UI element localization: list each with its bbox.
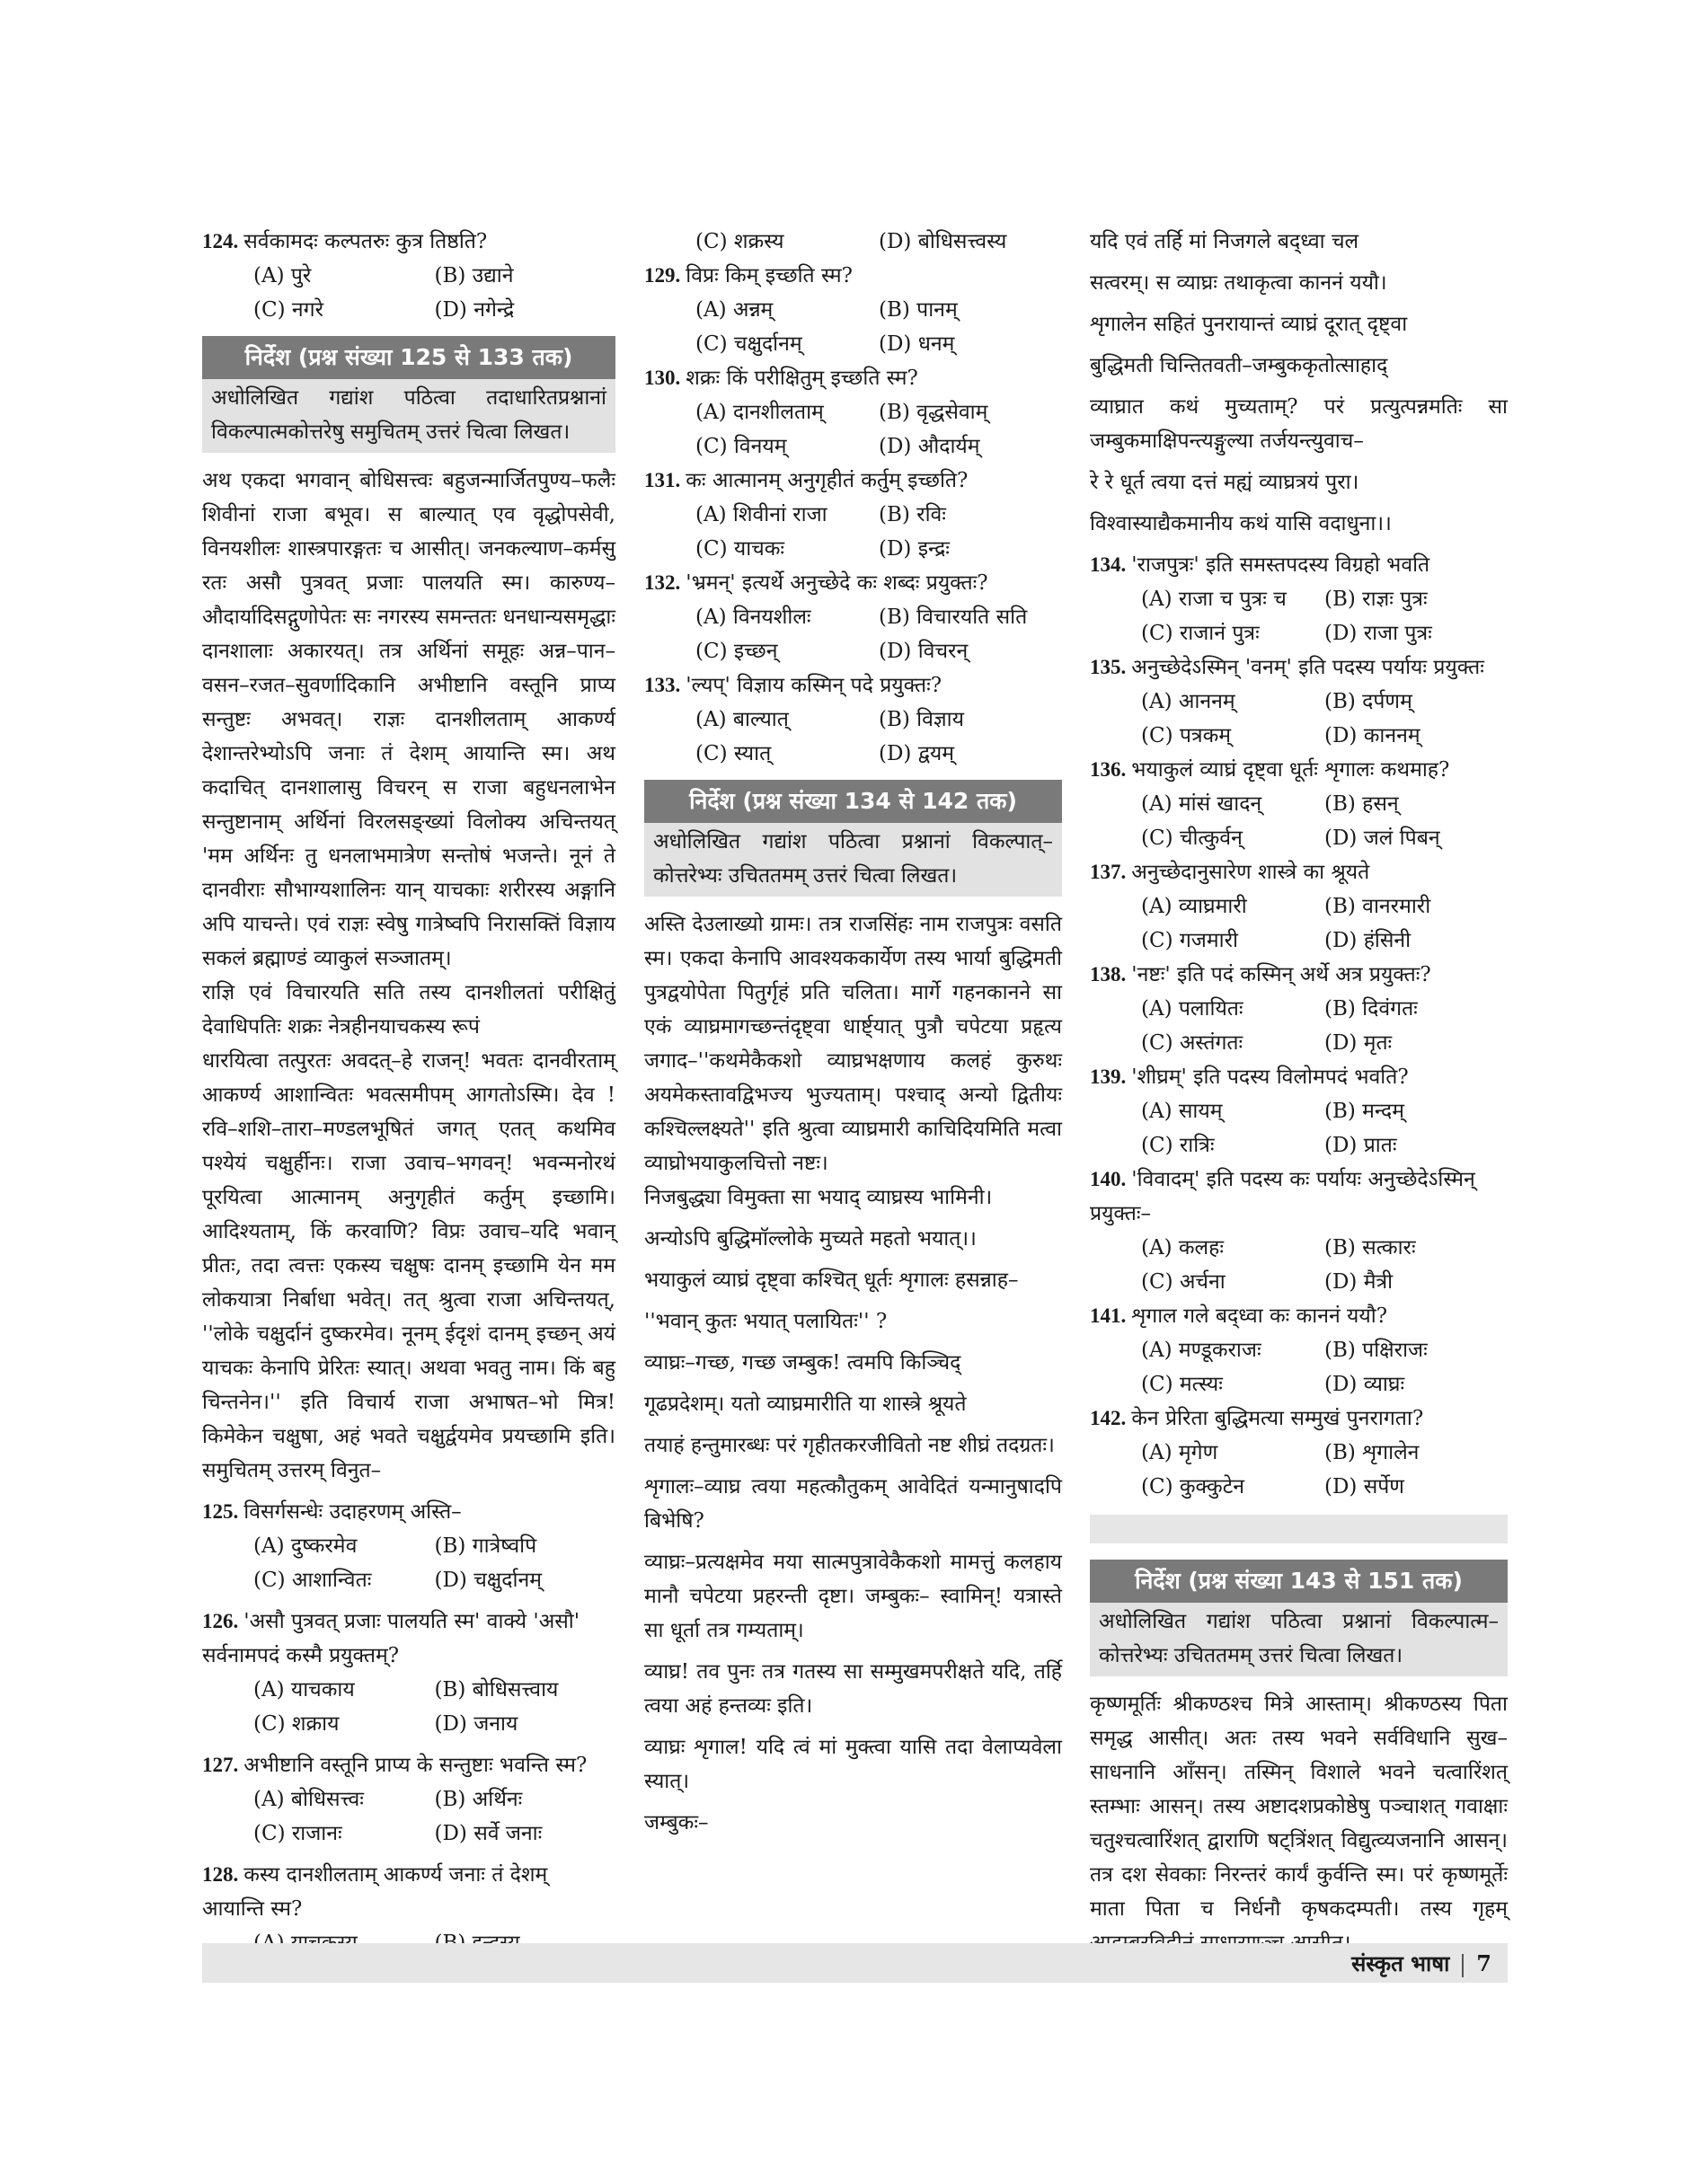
option-a: (A) बोधिसत्त्वः	[253, 1788, 364, 1811]
option-c: (C) रात्रिः	[1141, 1134, 1215, 1157]
option-c: (C) गजमारी	[1141, 929, 1238, 952]
passage-line: यदि एवं तर्हि मां निजगले बद्ध्वा चल	[1090, 230, 1359, 253]
passage-line: व्याघ्र! तव पुनः तत्र गतस्य सा सम्मुखमपरीक्षते यदि, तर्हि त्वया अहं हन्तव्यः इति।	[644, 1660, 1062, 1718]
question-136: 136. भयाकुलं व्याघ्रं दृष्ट्वा धूर्तः शृगालः कथमाह? (A) मांसं खादन् (B) हसन् (C) चीत्कुर्वन् (D) जलं पिबन्	[1090, 753, 1508, 855]
option-c: (C) राजानं पुत्रः	[1141, 622, 1260, 645]
direction-heading: निर्देश (प्रश्न संख्या 125 से 133 तक)	[202, 336, 615, 379]
option-c: (C) अर्चना	[1141, 1270, 1226, 1294]
question-130: 130. शक्रः किं परीक्षितुम् इच्छति स्म? (A) दानशीलताम् (B) वृद्धसेवाम् (C) विनयम् (D) औदार्यम्	[644, 361, 1062, 464]
question-133: 133. 'ल्यप्' विज्ञाय कस्मिन् पदे प्रयुक्तः? (A) बाल्यात् (B) विज्ञाय (C) स्यात् (D) द्वयम्	[644, 668, 1062, 771]
passage-line: भयाकुलं व्याघ्रं दृष्ट्वा कश्चित् धूर्तः शृगालः हसन्नाह–	[644, 1269, 1019, 1292]
option-b: (B) दिवंगतः	[1324, 997, 1418, 1021]
option-a: (A) याचकाय	[253, 1678, 355, 1702]
column-1	[202, 225, 615, 1960]
option-b: (B) रविः	[879, 503, 946, 526]
question-131: 131. कः आत्मानम् अनुगृहीतं कर्तुम् इच्छति? (A) शिवीनां राजा (B) रविः (C) याचकः (D) इन्द्रः	[644, 464, 1062, 566]
option-b: (B) मन्दम्	[1324, 1100, 1404, 1123]
option-a: (A) दुष्करमेव	[253, 1534, 358, 1558]
question-125: 125. विसर्गसन्धेः उदाहरणम् अस्ति– (A) दुष्करमेव (B) गात्रेष्वपि (C) आशान्वितः (D) चक्षुर्दानम्	[202, 1495, 615, 1597]
section-divider	[1090, 1515, 1508, 1543]
question-text: सर्वकामदः कल्पतरुः कुत्र तिष्ठति?	[243, 230, 488, 253]
option-a: (A) मृगेण	[1141, 1441, 1218, 1464]
question-text: विसर्गसन्धेः उदाहरणम् अस्ति–	[243, 1500, 462, 1524]
question-139: 139. 'शीघ्रम्' इति पदस्य विलोमपदं भवति? (A) सायम् (B) मन्दम् (C) रात्रिः (D) प्रातः	[1090, 1060, 1508, 1162]
passage-line: बुद्धिमती चिन्तितवती–जम्बुककृतोत्साहाद्	[1090, 354, 1388, 377]
option-a: (A) आननम्	[1141, 690, 1235, 713]
option-c: (C) इच्छन्	[695, 640, 778, 663]
option-d: (D) मृतः	[1324, 1031, 1393, 1055]
option-b: (B) पानम्	[879, 298, 958, 322]
option-d: (D) औदार्यम्	[879, 435, 980, 458]
option-b: (B) राज्ञः पुत्रः	[1324, 588, 1428, 611]
passage-line: सत्वरम्। स व्याघ्रः तथाकृत्वा काननं ययौ।	[1090, 271, 1387, 295]
passage-paragraph: कृष्णमूर्तिः श्रीकण्ठश्च मित्रे आस्ताम्। श्रीकण्ठस्य पिता समृद्ध आसीत्। अतः तस्य भवने सर्वविधानि सुख–साधनानि आँसन्। तस्मिन् विशाले भवने चत्वारिंशत् स्तम्भाः आसन्। तस्य अष्टादशप्रकोष्ठेषु पञ्चाशत् गवाक्षाः चतुश्चत्वारिंशत् द्वाराणि षट्त्रिंशत् विद्युत्व्यजनानि आसन्। तत्र दश सेवकाः निरन्तरं कार्यं कुर्वन्ति स्म। परं कृष्णमूर्तेः माता पिता च निर्धनौ कृषकदम्पती। तस्य गृहम्	[1090, 1693, 1508, 1921]
option-d: (D) मैत्री	[1324, 1270, 1394, 1294]
option-b: (B) गात्रेष्वपि	[434, 1534, 537, 1558]
option-c: (C) विनयम्	[695, 435, 787, 458]
option-c: (C) स्यात्	[695, 742, 772, 765]
question-text: 'भ्रमन्' इत्यर्थे अनुच्छेदे कः शब्दः प्रयुक्तः?	[686, 571, 988, 595]
question-text: 'विवादम्' इति पदस्य कः पर्यायः अनुच्छेदेऽस्मिन् प्रयुक्तः–	[1090, 1168, 1475, 1225]
option-d: (D) सर्वे जनाः	[434, 1822, 543, 1845]
verse-line: विश्वास्याद्यैकमानीय कथं यासि वदाधुना।।	[1090, 512, 1392, 535]
question-text: शृगाल गले बद्ध्वा कः काननं ययौ?	[1131, 1304, 1388, 1328]
option-a: (A) व्याघ्रमारी	[1141, 895, 1247, 918]
option-c: (C) याचकः	[695, 537, 785, 561]
question-140: 140. 'विवादम्' इति पदस्य कः पर्यायः अनुच्छेदेऽस्मिन् प्रयुक्तः– (A) कलहः (B) सत्कारः (C) अर्चना (D) मैत्री	[1090, 1162, 1508, 1299]
option-b: (B) सत्कारः	[1324, 1236, 1416, 1260]
option-a: (A) पलायितः	[1141, 997, 1243, 1021]
option-d: (D) चक्षुर्दानम्	[434, 1569, 542, 1592]
option-c: (C) शक्राय	[253, 1712, 340, 1736]
option-a: (A) सायम्	[1141, 1100, 1223, 1123]
question-141: 141. शृगाल गले बद्ध्वा कः काननं ययौ? (A) मण्डूकराजः (B) पक्षिराजः (C) मत्स्यः (D) व्याघ्रः	[1090, 1299, 1508, 1401]
page-footer	[202, 1943, 1508, 1983]
option-b: (B) दर्पणम्	[1324, 690, 1412, 713]
option-c: (C) चीत्कुर्वन्	[1141, 827, 1243, 850]
passage-line: ''भवान् कुतः भयात् पलायितः'' ?	[644, 1310, 888, 1333]
option-b: (B) वानरमारी	[1324, 895, 1431, 918]
option-d: (D) व्याघ्रः	[1324, 1373, 1405, 1396]
option-d: (D) हंसिनी	[1324, 929, 1412, 952]
option-d: (D) द्वयम्	[879, 742, 955, 765]
question-129: 129. विप्रः किम् इच्छति स्म? (A) अन्नम् (B) पानम् (C) चक्षुर्दानम् (D) धनम्	[644, 259, 1062, 361]
question-text: भयाकुलं व्याघ्रं दृष्ट्वा धूर्तः शृगालः कथमाह?	[1131, 758, 1450, 782]
option-a: (A) शिवीनां राजा	[695, 503, 827, 526]
option-d: (D) सर्पेण	[1324, 1475, 1404, 1498]
option-c: (C) आशान्वितः	[253, 1569, 372, 1592]
column-2	[644, 225, 1062, 1847]
direction-instruction: अधोलिखित गद्यांश पठित्वा तदाधारितप्रश्नानां विकल्पात्मकोत्तरेषु समुचितम् उत्तरं चित्वा लिखत।	[202, 379, 615, 453]
option-a: (A) अन्नम्	[695, 298, 774, 322]
option-d: (D) राजा पुत्रः	[1324, 622, 1432, 645]
option-a: (A) राजा च पुत्रः च	[1141, 588, 1287, 611]
question-text: 'राजपुत्रः' इति समस्तपदस्य विग्रहो भवति	[1131, 553, 1430, 577]
option-b: (B) शृगालेन	[1324, 1441, 1420, 1464]
passage-paragraph: अथ एकदा भगवान् बोधिसत्त्वः बहुजन्मार्जितपुण्य–फलैः शिवीनां राजा बभूव। स बाल्यात् एव वृद्धोपसेवी, विनयशीलः शास्त्रपारङ्गतः च आसीत्। जनकल्याण–कर्मसु रतः असौ पुत्रवत् प्रजाः पालयति स्म। कारुण्य–औदार्यादिसद्गुणोपेतः सः नगरस्य समन्ततः धनधान्यसमृद्धाः दानशालाः अकारयत्। तत्र अर्थिनां समूहः अन्न–पान–वसन–रजत–सुवर्णादिकानि अभीष्टानि वस्तूनि प्राप्य सन्तुष्टः अभवत्। राज्ञः दानशीलताम् आकर्ण्य देशान्तरेभ्योऽपि जनाः तं देशम् आयान्ति स्म। अथ कदाचित् दानशालासु विचरन् स राजा बहुधनलाभेन सन्तुष्टानाम् अर्थिनां विरलसङ्ख्यां विलोक्य अचिन्तयत् 'मम अर्थिनः तु धनलाभमात्रेण सन्तोषं भजन्ते। नूनं ते दानवीराः सौभाग्यशालिनः यान् याचकाः शरीरस्य अङ्गानि अपि याचन्ते। एवं राज्ञः स्वेषु गात्रेष्वपि निरासक्तिं विज्ञाय सकलं ब्रह्माण्डं व्याकुलं सञ्जातम्।	[202, 469, 615, 970]
option-c: (C) मत्स्यः	[1141, 1373, 1223, 1396]
question-126: 126. 'असौ पुत्रवत् प्रजाः पालयति स्म' वाक्ये 'असौ' सर्वनामपदं कस्मै प्रयुक्तम्? (A) याचकाय (B) बोधिसत्त्वाय (C) शक्राय (D) जनाय	[202, 1604, 615, 1741]
option-d: (D) बोधिसत्त्वस्य	[879, 230, 1007, 253]
option-a: (A) पुरे	[253, 264, 312, 287]
passage-line: तयाहं हन्तुमारब्धः परं गृहीतकरजीवितो नष्ट शीघ्रं तदग्रतः।	[644, 1434, 1055, 1457]
option-d: (D) विचरन्	[879, 640, 969, 663]
question-127: 127. अभीष्टानि वस्तूनि प्राप्य के सन्तुष्टाः भवन्ति स्म? (A) बोधिसत्त्वः (B) अर्थिनः (C) राजानः (D) सर्वे जनाः	[202, 1748, 615, 1851]
question-128: 128. कस्य दानशीलताम् आकर्ण्य जनाः तं देशम् आयान्ति स्म?	[202, 1858, 615, 1960]
question-132: 132. 'भ्रमन्' इत्यर्थे अनुच्छेदे कः शब्दः प्रयुक्तः? (A) विनयशीलः (B) विचारयति सति (C) इच्छन् (D) विचरन्	[644, 566, 1062, 668]
question-text: शक्रः किं परीक्षितुम् इच्छति स्म?	[686, 367, 918, 390]
question-text: अनुच्छेदेऽस्मिन् 'वनम्' इति पदस्य पर्यायः प्रयुक्तः	[1131, 656, 1484, 679]
question-128-options-cont	[644, 225, 1062, 259]
option-d: (D) प्रातः	[1324, 1134, 1397, 1157]
passage-line: जम्बुकः–	[644, 1811, 709, 1834]
passage-line: शृगालः–व्याघ्र त्वया महत्कौतुकम् आवेदितं यन्मानुषादपि बिभेषि?	[644, 1475, 1062, 1533]
passage-line: व्याघ्रः शृगाल! यदि त्वं मां मुक्त्वा यासि तदा वेलाप्यवेला स्यात्।	[644, 1736, 1062, 1793]
option-d: (D) काननम्	[1324, 724, 1420, 747]
option-c: (C) चक्षुर्दानम्	[695, 332, 802, 356]
question-138: 138. 'नष्टः' इति पदं कस्मिन् अर्थे अत्र प्रयुक्तः? (A) पलायितः (B) दिवंगतः (C) अस्तंगतः (D) मृतः	[1090, 958, 1508, 1060]
question-text: 'शीघ्रम्' इति पदस्य विलोमपदं भवति?	[1131, 1065, 1409, 1089]
footer-title: संस्कृत भाषा	[1351, 1950, 1450, 1976]
passage-paragraph: धारयित्वा तत्पुरतः अवदत्–हे राजन्! भवतः दानवीरताम् आकर्ण्य आशान्वितः भवत्समीपम् आगतोऽस्मि। देव ! रवि–शशि–तारा–मण्डलभूषितं जगत् एतत् कथमिव पश्येयं चक्षुर्हीनः। राजा उवाच–भगवन्! भवन्मनोरथं पूरयित्वा आत्मानम् अनुगृहीतं कर्तुम् इच्छामि। आदिश्यताम्, किं करवाणि? विप्रः उवाच–यदि भवान् प्रीतः, तदा त्वत्तः एकस्य चक्षुषः दानम् इच्छामि येन मम लोकयात्रा निर्बाधा भवेत्। तत् श्रुत्वा राजा अचिन्तयत्, ''लोके चक्षुर्दानं दुष्करमेव। नूनम् ईदृशं दानम् इच्छन् अयं याचकः केनापि प्रेरितः स्यात्। अथवा भवतु नाम। किं बहु चिन्तनेन।'' इति विचार्य राजा अभाषत–भो मित्र! किमेकेन चक्षुषा, अहं भवते चक्षुर्द्वयमेव प्रयच्छामि इति। समुचितम् उत्तरम् विनुत–	[202, 1049, 615, 1482]
passage-paragraph: राज्ञि एवं विचारयति सति तस्य दानशीलतां परीक्षितुं देवाधिपतिः शक्रः नेत्रहीनयाचकस्य रूपं	[202, 981, 615, 1039]
passage-line: व्याघ्रात कथं मुच्यताम्? परं प्रत्युत्पन्नमतिः सा जम्बुकमाक्षिपन्त्यङ्गुल्या तर्जयन्त्युवाच–	[1090, 395, 1508, 453]
passage-line: गूढप्रदेशम्। यतो व्याघ्रमारीति या शास्त्रे श्रूयते	[644, 1392, 967, 1416]
question-text: अभीष्टानि वस्तूनि प्राप्य के सन्तुष्टाः भवन्ति स्म?	[243, 1754, 588, 1777]
passage-line: व्याघ्रः–प्रत्यक्षमेव मया सात्मपुत्रावेकैकशो मामत्तुं कलहाय मानौ चपेटया प्रहरन्ती दृष्टा। जम्बुकः– स्वामिन्! यत्रास्ते सा धूर्ता तत्र गम्यताम्।	[644, 1551, 1062, 1642]
option-a: (A) बाल्यात्	[695, 708, 789, 731]
option-b: (B) विज्ञाय	[879, 708, 964, 731]
direction-heading: निर्देश (प्रश्न संख्या 143 से 151 तक)	[1090, 1560, 1508, 1603]
direction-instruction: अधोलिखित गद्यांश पठित्वा प्रश्नानां विकल्पात्–कोत्तरेभ्यः उचिततमम् उत्तरं चित्वा लिखत।	[644, 823, 1062, 897]
option-a: (A) विनयशीलः	[695, 606, 811, 629]
passage-line: शृगालेन सहितं पुनरायान्तं व्याघ्रं दूरात् दृष्ट्वा	[1090, 313, 1408, 336]
option-c: (C) नगरे	[253, 298, 323, 322]
footer-separator	[1462, 1954, 1464, 1977]
passage-paragraph: अस्ति देउलाख्यो ग्रामः। तत्र राजसिंहः नाम राजपुत्रः वसति स्म। एकदा केनापि आवश्यककार्येण तस्य भार्या बुद्धिमती पुत्रद्वयोपेता पितुर्गृहं प्रति चलिता। मार्गे गहनकानने सा एकं व्याघ्रमागच्छन्तंदृष्ट्वा धार्ष्ट्यात् पुत्रौ चपेटया प्रहृत्य जगाद–''कथमेकैकशो व्याघ्रभक्षणाय कलहं कुरुथः अयमेकस्तावद्विभज्य भुज्यताम्। पश्चाद् अन्यो द्वितीयः कश्चिल्लक्ष्यते'' इति श्रुत्वा व्याघ्रमारी काचिदियमिति मत्वा व्याघ्रोभयाकुलचित्तो नष्टः।	[644, 913, 1062, 1175]
question-142: 142. केन प्रेरिता बुद्धिमत्या सम्मुखं पुनरागता? (A) मृगेण (B) शृगालेन (C) कुक्कुटेन (D) सर्पेण	[1090, 1401, 1508, 1504]
option-b: (B) हसन्	[1324, 792, 1399, 816]
page-number: 7	[1476, 1950, 1491, 1976]
option-d: (D) जनाय	[434, 1712, 518, 1736]
question-124: 124. सर्वकामदः कल्पतरुः कुत्र तिष्ठति? (A) पुरे (B) उद्याने (C) नगरे (D) नगेन्द्रे	[202, 225, 615, 327]
question-text: केन प्रेरिता बुद्धिमत्या सम्मुखं पुनरागता?	[1131, 1407, 1424, 1430]
question-text: कः आत्मानम् अनुगृहीतं कर्तुम् इच्छति?	[686, 469, 969, 492]
column-3	[1090, 225, 1508, 1960]
question-135: 135. अनुच्छेदेऽस्मिन् 'वनम्' इति पदस्य पर्यायः प्रयुक्तः (A) आननम् (B) दर्पणम् (C) पत्रकम् (D) काननम्	[1090, 650, 1508, 753]
verse-line: निजबुद्ध्या विमुक्ता सा भयाद् व्याघ्रस्य भामिनी।	[644, 1186, 993, 1209]
option-d: (D) जलं पिबन्	[1324, 827, 1440, 850]
question-134: 134. 'राजपुत्रः' इति समस्तपदस्य विग्रहो भवति (A) राजा च पुत्रः च (B) राज्ञः पुत्रः (C) राजानं पुत्रः (D) राजा पुत्रः	[1090, 548, 1508, 650]
option-c: (C) पत्रकम्	[1141, 724, 1232, 747]
option-a: (A) मांसं खादन्	[1141, 792, 1262, 816]
option-b: (B) विचारयति सति	[879, 606, 1028, 629]
question-text: विप्रः किम् इच्छति स्म?	[686, 264, 854, 287]
option-c: (C) कुक्कुटेन	[1141, 1475, 1245, 1498]
verse-line: अन्योऽपि बुद्धिमॉल्लोके मुच्यते महतो भयात्।।	[644, 1227, 977, 1251]
option-a: (A) कलहः	[1141, 1236, 1224, 1260]
option-b: (B) वृद्धसेवाम्	[879, 401, 988, 424]
question-text: 'असौ पुत्रवत् प्रजाः पालयति स्म' वाक्ये 'असौ' सर्वनामपदं कस्मै प्रयुक्तम्?	[202, 1610, 580, 1667]
option-a: (A) मण्डूकराजः	[1141, 1339, 1261, 1362]
question-text: 'ल्यप्' विज्ञाय कस्मिन् पदे प्रयुक्तः?	[686, 674, 942, 697]
direction-heading: निर्देश (प्रश्न संख्या 134 से 142 तक)	[644, 780, 1062, 823]
question-text: अनुच्छेदानुसारेण शास्त्रे का श्रूयते	[1131, 861, 1370, 884]
option-c: (C) अस्तंगतः	[1141, 1031, 1243, 1055]
verse-line: रे रे धूर्त त्वया दत्तं मह्यं व्याघ्रत्रयं पुरा।	[1090, 471, 1359, 494]
option-c: (C) राजानः	[253, 1822, 342, 1845]
option-d: (D) धनम्	[879, 332, 955, 356]
passage-line: व्याघ्रः–गच्छ, गच्छ जम्बुक! त्वमपि किञ्चिद्	[644, 1351, 961, 1375]
option-d: (D) इन्द्रः	[879, 537, 950, 561]
option-d: (D) नगेन्द्रे	[434, 298, 515, 322]
option-b: (B) उद्याने	[434, 264, 514, 287]
option-b: (B) बोधिसत्त्वाय	[434, 1678, 559, 1702]
option-b: (B) पक्षिराजः	[1324, 1339, 1428, 1362]
question-text: 'नष्टः' इति पदं कस्मिन् अर्थे अत्र प्रयुक्तः?	[1131, 963, 1431, 986]
question-text: कस्य दानशीलताम् आकर्ण्य जनाः तं देशम् आयान्ति स्म?	[202, 1863, 548, 1921]
question-137: 137. अनुच्छेदानुसारेण शास्त्रे का श्रूयते (A) व्याघ्रमारी (B) वानरमारी (C) गजमारी (D) हंसिनी	[1090, 855, 1508, 958]
option-a: (A) दानशीलताम्	[695, 401, 824, 424]
option-b: (B) अर्थिनः	[434, 1788, 523, 1811]
option-c: (C) शक्रस्य	[695, 230, 784, 253]
direction-instruction: अधोलिखित गद्यांश पठित्वा प्रश्नानां विकल्पात्म–कोत्तरेभ्यः उचिततमम् उत्तरं चित्वा लिखत।	[1090, 1603, 1508, 1676]
